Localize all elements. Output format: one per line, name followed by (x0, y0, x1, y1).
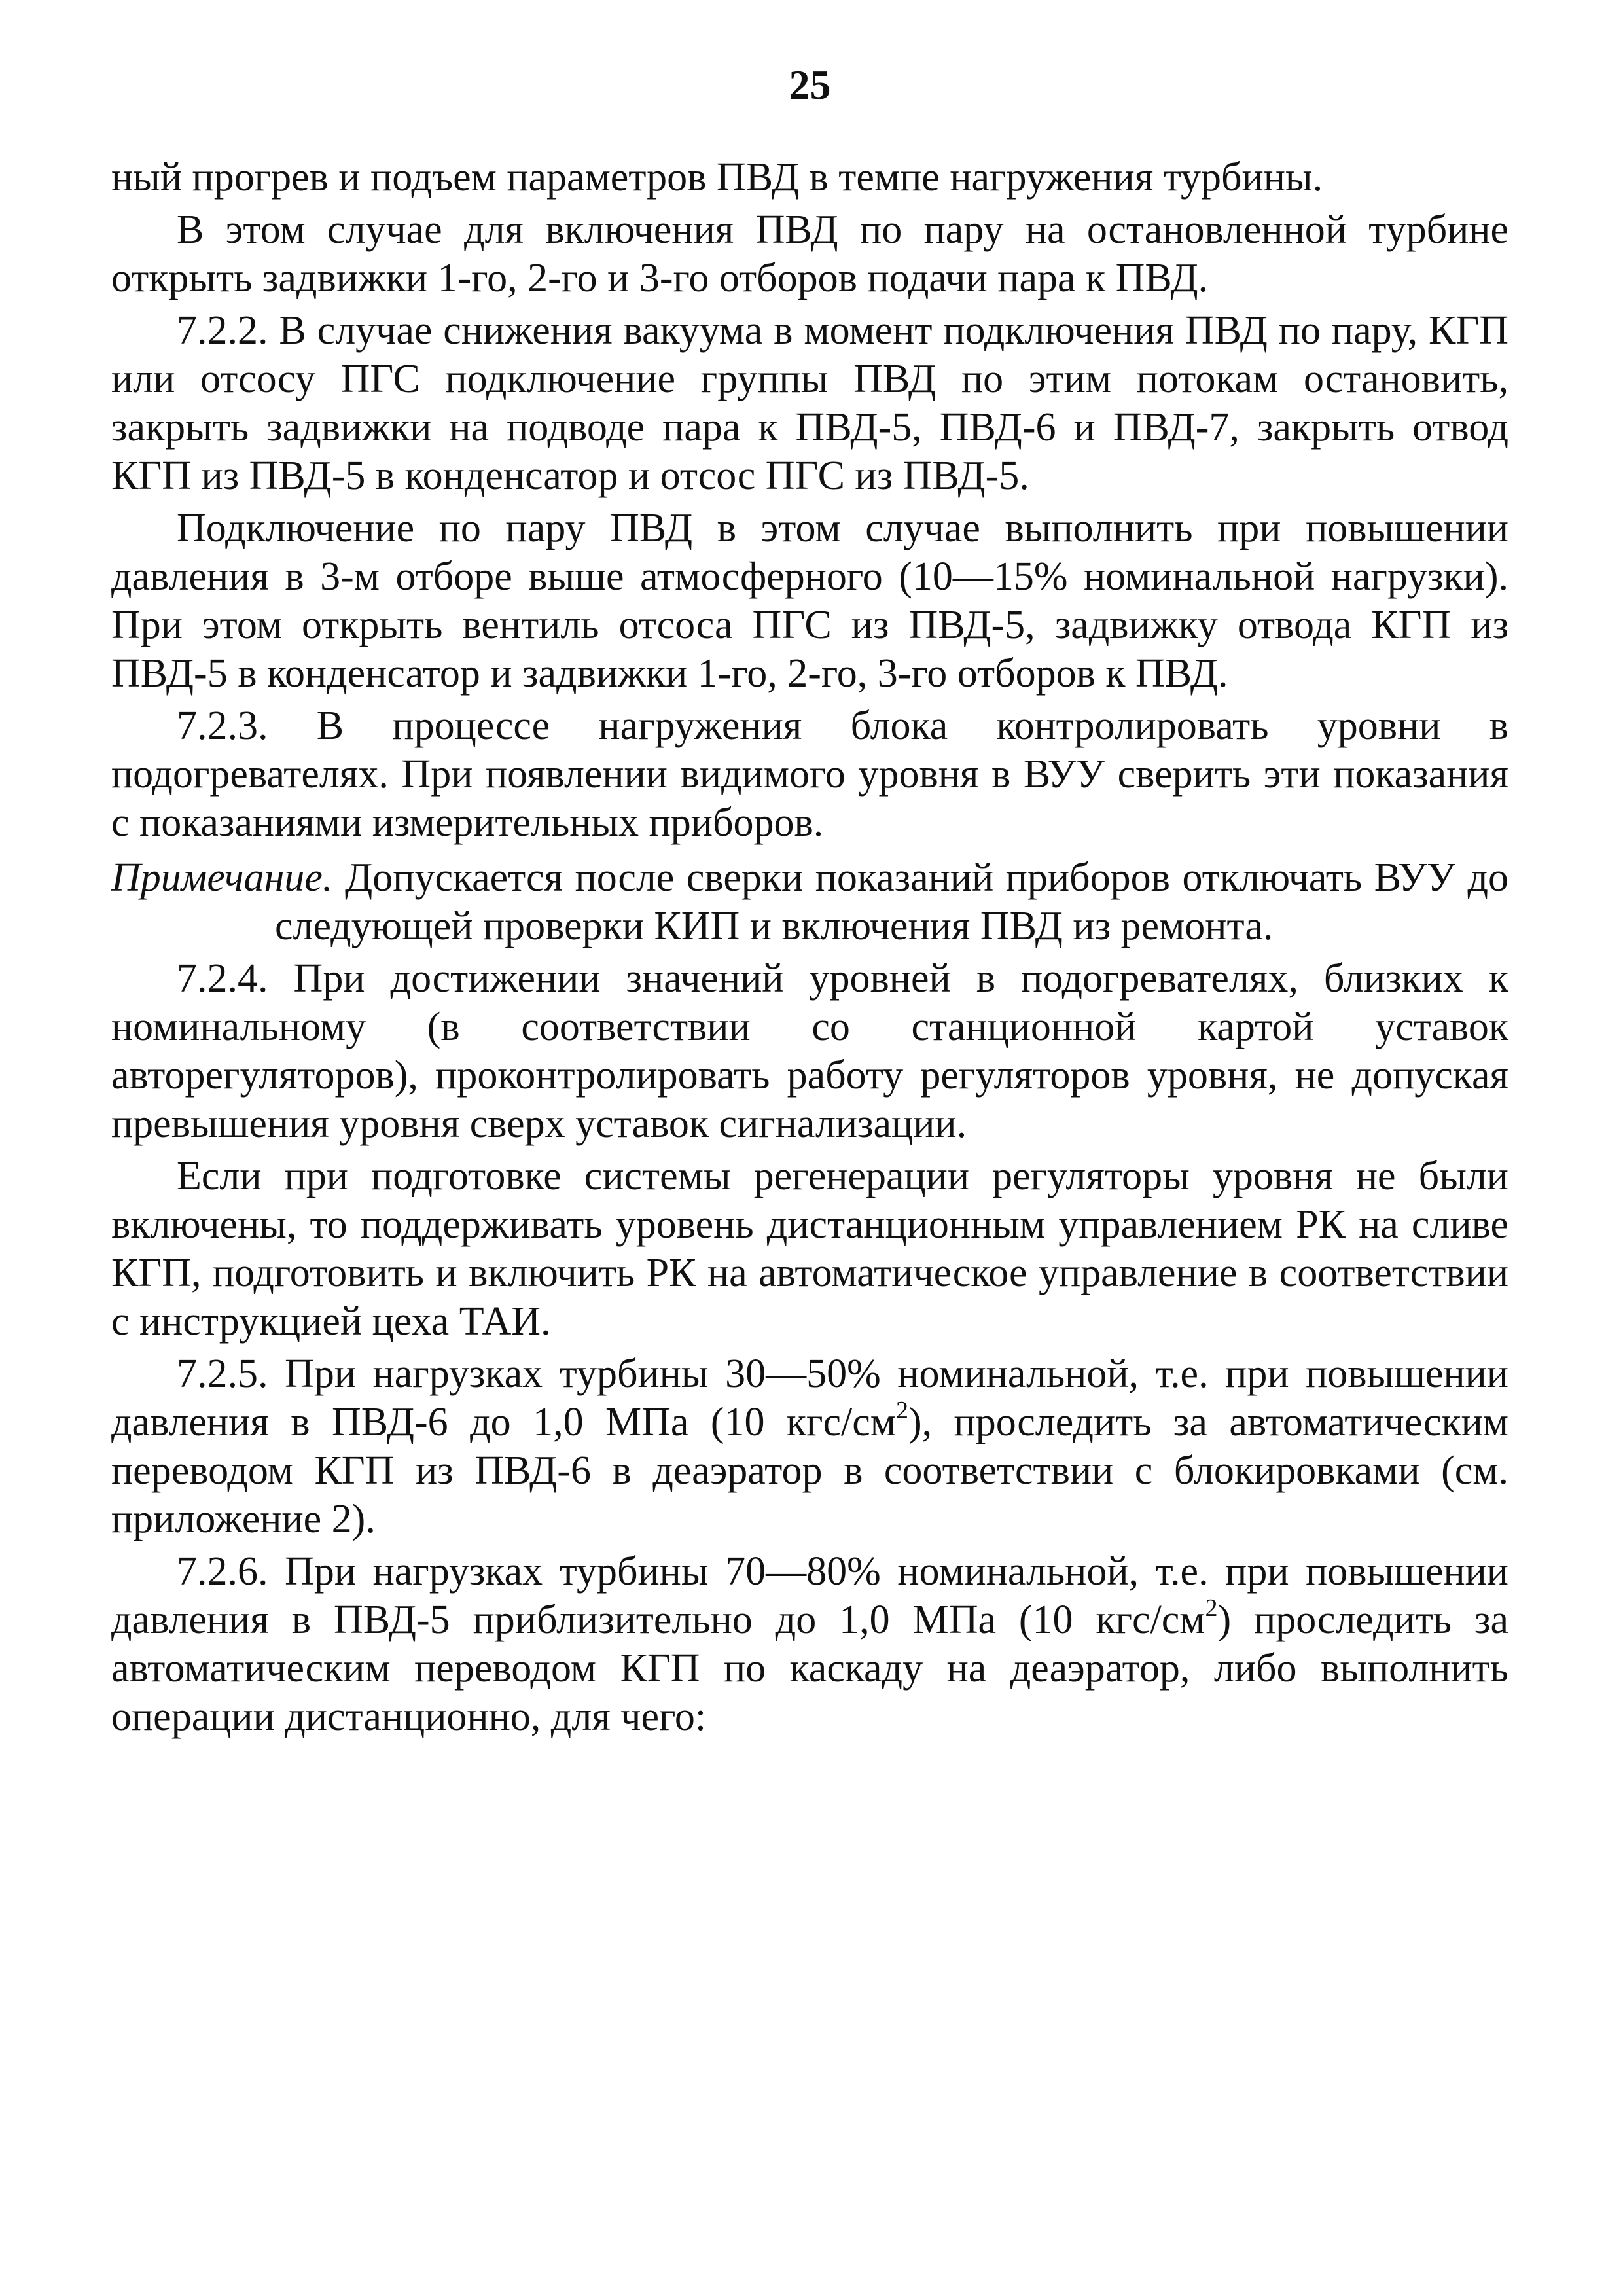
paragraph-7-2-5-text-end: ), проследить за автоматическим переводом КГП из ПВД-6 в деаэратор в соответствии с блокировками (см. приложение 2). (111, 1400, 1508, 1541)
paragraph-7-2-6-text-start: 7.2.6. При нагрузках турбины 70—80% номинальной, т.е. при повышении давления в ПВД-5 приблизительно до 1,0 МПа (10 кгс/см (111, 1549, 1508, 1642)
superscript-2: 2 (895, 1397, 908, 1424)
superscript-2: 2 (1205, 1594, 1218, 1622)
paragraph-7-2-5 (111, 1350, 1508, 1543)
paragraph-regulators: Если при подготовке системы регенерации регуляторы уровня не были включены, то поддерживать уровень дистанционным управлением РК на сливе КГП, подготовить и включить РК на автоматическое управление в соответствии с инструкцией цеха ТАИ. (111, 1154, 1508, 1344)
paragraph-7-2-4: 7.2.4. При достижении значений уровней в подогревателях, близких к номинальному (в соответствии со станционной картой уставок авторегуляторов), проконтролировать работу регуляторов уровня, не допуская превышения уровня сверх уставок сигнализации. (111, 956, 1508, 1146)
paragraph-enable-hph-steam: В этом случае для включения ПВД по пару на остановленной турбине открыть задвижки 1-го, 2-го и 3-го отборов подачи пара к ПВД. (111, 207, 1508, 300)
paragraph-7-2-6 (111, 1547, 1508, 1741)
paragraph-continuation: ный прогрев и подъем параметров ПВД в темпе нагружения турбины. (111, 155, 1323, 200)
paragraph-steam-connection: Подключение по пару ПВД в этом случае выполнить при повышении давления в 3-м отборе выше атмосферного (10—15% номинальной нагрузки). При этом открыть вентиль отсоса ПГС из ПВД-5, задвижку отвода КГП из ПВД-5 в конденсатор и задвижки 1-го, 2-го, 3-го отборов к ПВД. (111, 506, 1508, 696)
paragraph-7-2-3: 7.2.3. В процессе нагружения блока контролировать уровни в подогревателях. При появлении видимого уровня в ВУУ сверить эти показания с показаниями измерительных приборов. (111, 704, 1508, 845)
note-text: Допускается после сверки показаний приборов отключать ВУУ до следующей проверки КИП и включения ПВД из ремонта. (275, 855, 1508, 948)
note (111, 853, 1508, 950)
paragraph-7-2-2: 7.2.2. В случае снижения вакуума в момент подключения ПВД по пару, КГП или отсосу ПГС подключение группы ПВД по этим потокам остановить, закрыть задвижки на подводе пара к ПВД-5, ПВД-6 и ПВД-7, закрыть отвод КГП из ПВД-5 в конденсатор и отсос ПГС из ПВД-5. (111, 308, 1508, 498)
page-number: 25 (789, 62, 831, 108)
paragraph-7-2-6-text-end: ) проследить за автоматическим переводом КГП по каскаду на деаэратор, либо выполнить операции дистанционно, для чего: (111, 1598, 1509, 1739)
note-label: Примечание. (111, 855, 333, 900)
paragraph-7-2-5-text-start: 7.2.5. При нагрузках турбины 30—50% номинальной, т.е. при повышении давления в ПВД-6 до 1,0 МПа (10 кгс/см (111, 1352, 1508, 1444)
